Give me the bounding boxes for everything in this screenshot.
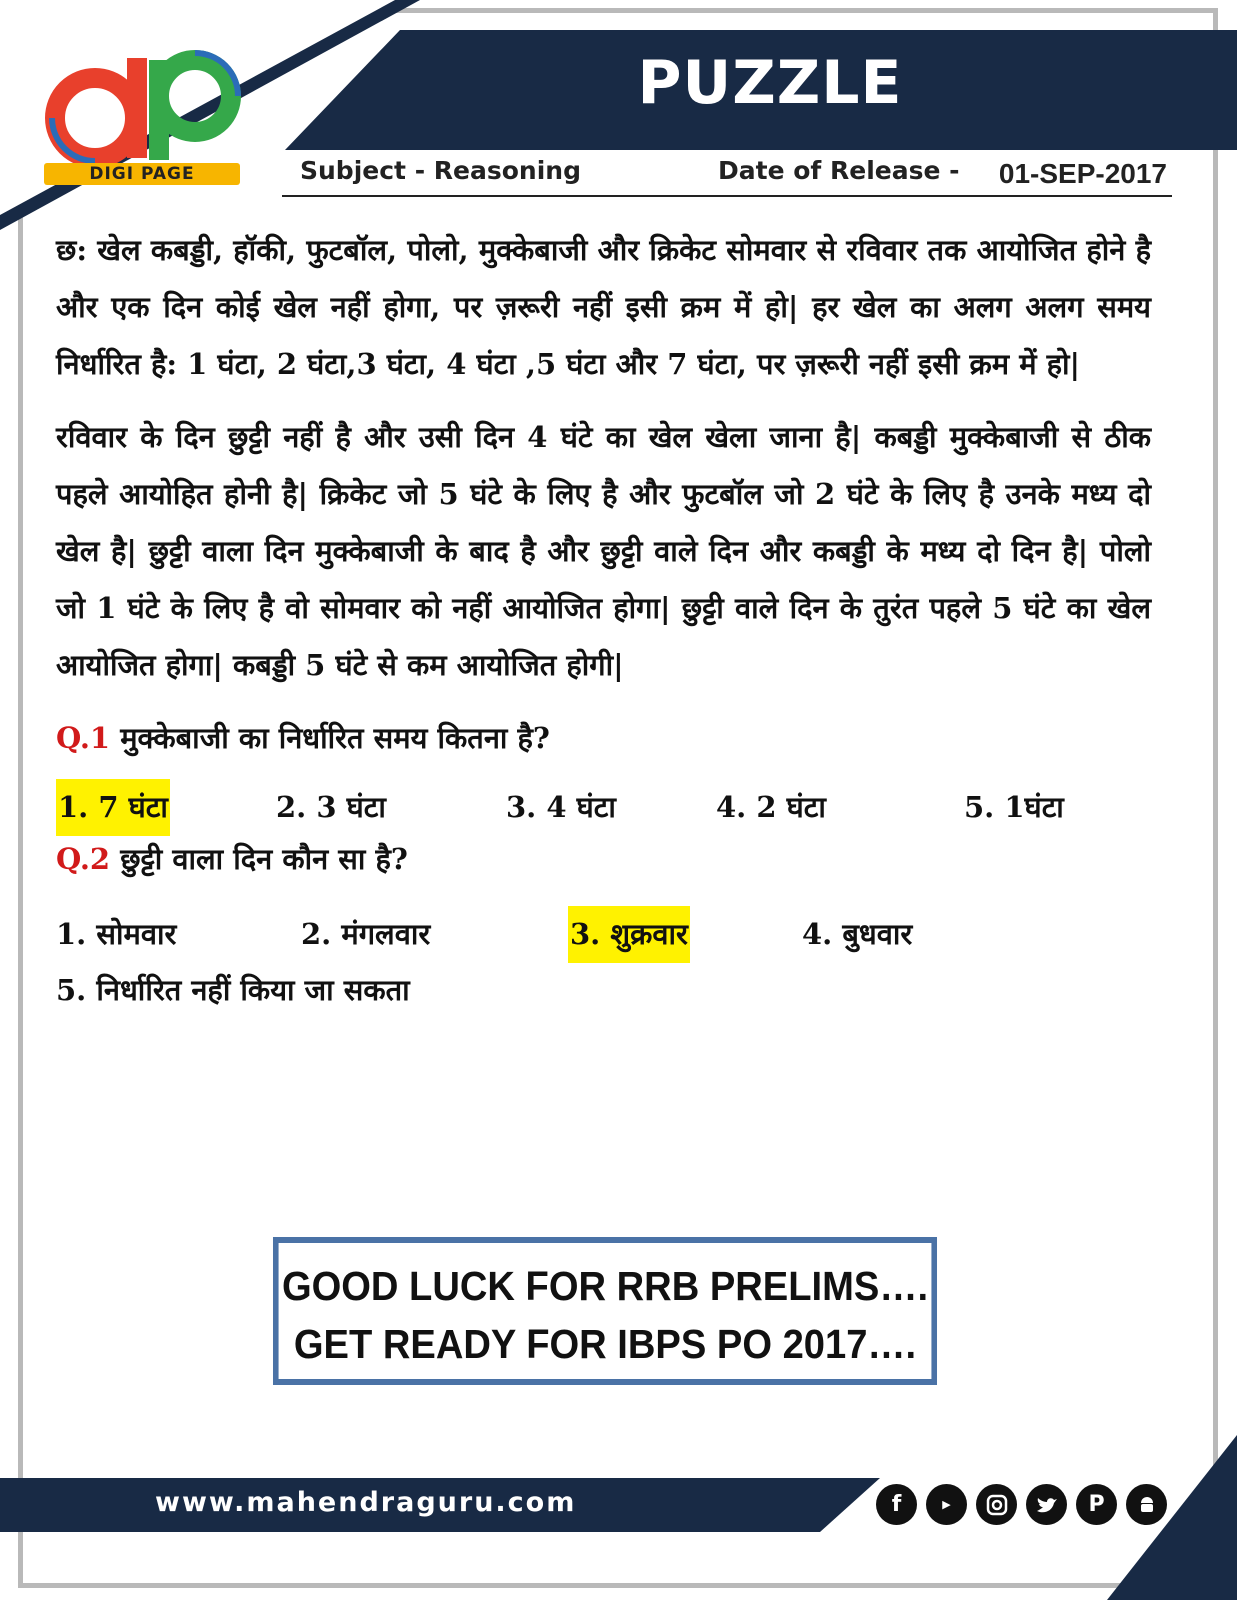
banner-line-2: GET READY FOR IBPS PO 2017…. [293,1321,917,1367]
question-text: छुट्टी वाला दिन कौन सा है? [120,842,408,876]
option: 1. सोमवार [56,917,177,951]
question-text: मुक्केबाजी का निर्धारित समय कितना है? [120,721,550,755]
option: 2. 3 घंटा [276,790,386,824]
option: 4. बुधवार [802,917,913,951]
question-number: Q.2 [56,842,111,876]
question-1 [56,710,1151,767]
logo-label: DIGI PAGE [44,163,240,185]
youtube-icon[interactable]: ▶ [926,1484,967,1525]
puzzle-content [56,222,1151,1024]
good-luck-banner [273,1237,937,1385]
option: 5. निर्धारित नहीं किया जा सकता [56,973,410,1007]
puzzle-conditions: रविवार के दिन छुट्टी नहीं है और उसी दिन 4 घंटे का खेल खेला जाना है| कबड्डी मुक्केबाजी से ठीक पहले आयोहित होनी है| क्रिकेट जो 5 घंटे के लिए है और फुटबॉल जो 2 घंटे के लिए है उनके मध्य दो खेल है| छुट्टी वाला दिन मुक्केबाजी के बाद है और छुट्टी वाले दिन और कबड्डी के मध्य दो दिन है| पोलो जो 1 घंटे के लिए है वो सोमवार को नहीं आयोजित होगा| छुट्टी वाले दिन के तुरंत पहले 5 घंटे का खेल आयोजित होगा| कबड्डी 5 घंटे से कम आयोजित होगी| [56,420,1151,682]
facebook-icon[interactable]: f [876,1484,917,1525]
option: 5. 1घंटा [964,790,1064,824]
banner-line-1: GOOD LUCK FOR RRB PRELIMS…. [281,1263,929,1309]
question-2-options [56,906,1151,968]
option-correct: 1. 7 घंटा [56,779,170,836]
instagram-icon[interactable] [976,1484,1017,1525]
social-icons [876,1484,1167,1525]
question-number: Q.1 [56,721,111,755]
subject-row [300,156,1167,192]
android-icon[interactable] [1126,1484,1167,1525]
option: 4. 2 घंटा [716,790,826,824]
header-divider [282,195,1172,197]
subject-label: Subject - Reasoning [300,156,581,185]
option-correct: 3. शुक्रवार [568,906,690,963]
release-date: 01-SEP-2017 [998,158,1167,189]
page-title: PUZZLE [637,48,903,118]
question-1-options [56,779,1151,841]
date-label: Date of Release - [718,156,960,185]
puzzle-intro: छ: खेल कबड्डी, हॉकी, फुटबॉल, पोलो, मुक्केबाजी और क्रिकेट सोमवार से रविवार तक आयोजित होने है और एक दिन कोई खेल नहीं होगा, पर ज़रूरी नहीं इसी क्रम में हो| हर खेल का अलग अलग समय निर्धारित है: 1 घंटा, 2 घंटा,3 घंटा, 4 घंटा ,5 घंटा और 7 घंटा, पर ज़रूरी नहीं इसी क्रम में हो| [56,233,1151,381]
option: 3. 4 घंटा [506,790,616,824]
option: 2. मंगलवार [301,917,431,951]
pinterest-icon[interactable]: P [1076,1484,1117,1525]
twitter-icon[interactable] [1026,1484,1067,1525]
question-2-options-row-2 [56,962,1151,1024]
website-link[interactable]: www.mahendraguru.com [155,1487,577,1518]
